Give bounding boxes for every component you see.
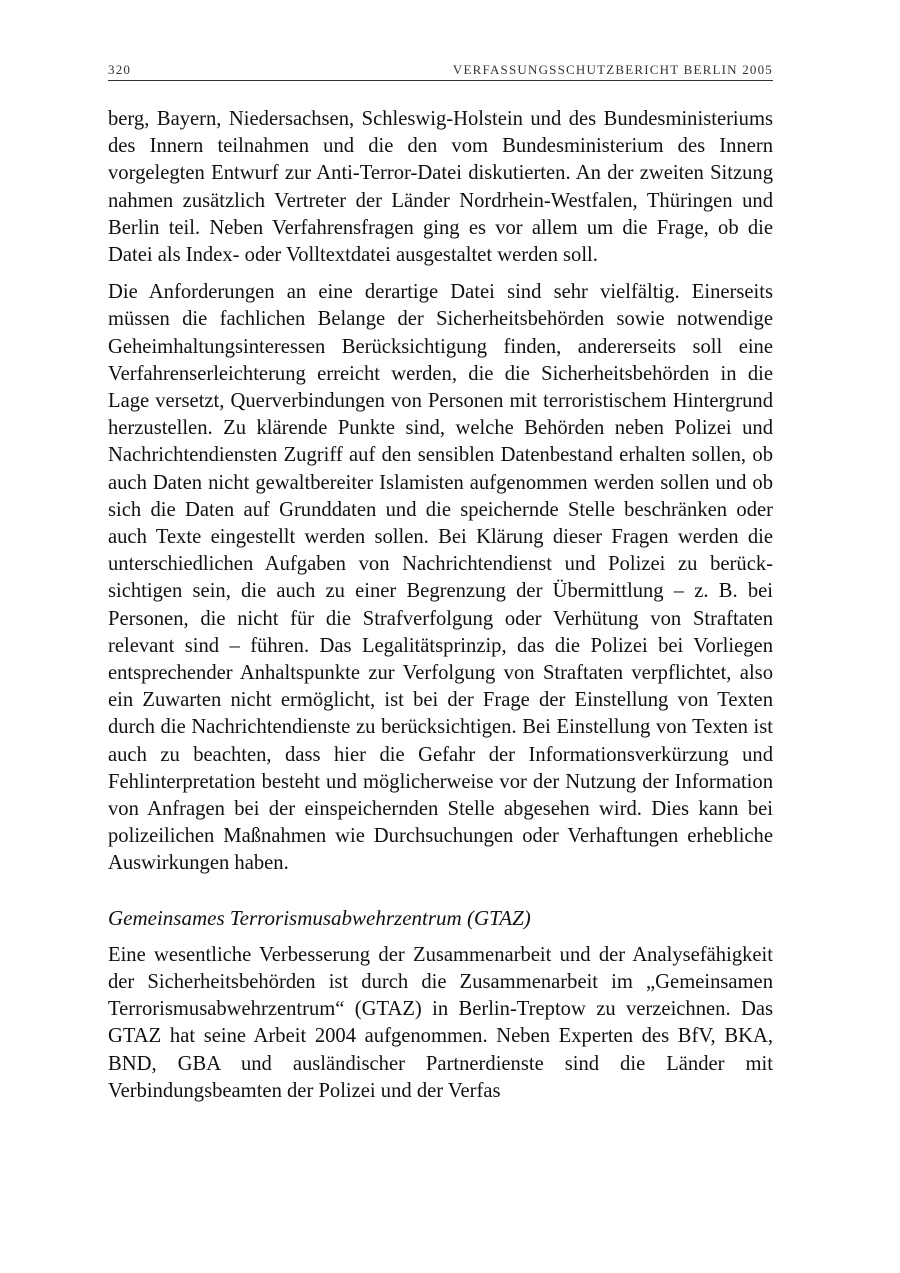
paragraph-gtaz: Eine wesentliche Verbesserung der Zusammenarbeit und der Analysefähigkeit der Sicherheitsbehörden ist durch die Zusammenarbeit im „Gemeinsamen Terrorismusabwehrzentrum“ (GTAZ) in Berlin-Treptow zu verzeichnen. Das GTAZ hat seine Arbeit 2004 aufgenommen. Neben Experten des BfV, BKA, BND, GBA und ausländischer Partnerdienste sind die Länder mit Verbindungsbeamten der Polizei und der Verfas [108,943,773,1102]
page-header [108,60,773,81]
running-title: VERFASSUNGSSCHUTZBERICHT BERLIN 2005 [452,62,773,77]
section-heading-gtaz: Gemeinsames Terrorismusabwehrzentrum (GTAZ) [108,905,531,930]
page-body [108,106,773,1105]
page-number: 320 [108,62,132,77]
paragraph-datei-requirements: Die Anforderungen an eine derartige Datei sind sehr vielfältig. Einerseits müssen die fachlichen Belange der Sicherheitsbehörden sowie notwendige Geheimhaltungsinteressen Berücksichtigung finden, andererseits soll eine Verfahrenserleichterung erreicht werden, die die Sicherheitsbehörden in die Lage versetzt, Querverbindungen von Personen mit terroristischem Hintergrund herzustellen. Zu klärende Punkte sind, welche Behörden neben Polizei und Nachrichtendiensten Zugriff auf den sensiblen Datenbestand erhalten sollen, ob auch Daten nicht gewaltbereiter Islamisten aufgenommen werden sollen und ob sich die Daten auf Grunddaten und die speichernde Stelle beschränken oder auch Texte eingestellt werden sollen. Bei Klärung dieser Fragen werden die unterschiedlichen Aufgaben von Nachrichtendienst und Polizei zu berücksichtigen sein, die auch zu einer Begrenzung der Übermittlung – z. B. bei Personen, die nicht für die Strafverfolgung oder Verhütung von Straftaten relevant sind – führen. Das Legalitätsprinzip, das die Polizei bei Vorliegen entsprechender Anhaltspunkte zur Verfolgung von Straftaten verpflichtet, also ein Zuwarten nicht ermöglicht, ist bei der Frage der Einstellung von Texten durch die Nachrichtendienste zu berücksichtigen. Bei Einstellung von Texten ist auch zu beachten, dass hier die Gefahr der Informationsverkürzung und Fehlinterpretation besteht und möglicherweise vor der Nutzung der Information von Anfragen bei der einspeichernden Stelle abgesehen wird. Dies kann bei polizeilichen Maßnahmen wie Durchsuchungen oder Verhaftungen erhebliche Auswirkungen haben. [108,281,773,875]
paragraph-anti-terror-datei-meeting: berg, Bayern, Niedersachsen, Schleswig-Holstein und des Bundesministeriums des Innern teilnahmen und die den vom Bundesministerium des Innern vorgelegten Entwurf zur Anti-Terror-Datei diskutierten. An der zweiten Sitzung nahmen zusätzlich Vertreter der Länder Nordrhein-Westfalen, Thüringen und Berlin teil. Neben Verfahrensfragen ging es vor allem um die Frage, ob die Datei als Index- oder Volltextdatei ausgestaltet werden soll. [108,108,773,267]
